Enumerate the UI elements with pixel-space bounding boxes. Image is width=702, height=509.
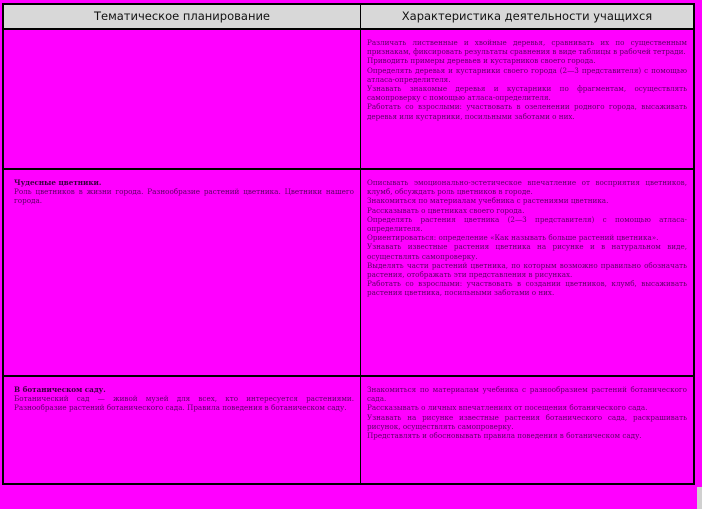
topic-cell: [14, 377, 354, 483]
activity-text: Узнавать на рисунке известные растения ботанического сада, раскрашивать рисунок, осуществлять самопроверку.: [367, 412, 687, 431]
activity-text: Знакомиться по материалам учебника с растениями цветника.: [367, 196, 609, 206]
activity-text: Определять деревья и кустарники своего города (2—3 представителя) с помощью атласа-определителя.: [367, 65, 687, 84]
activity-text: Представлять и обосновывать правила поведения в ботаническом саду.: [367, 431, 642, 441]
activity-cell: [367, 30, 687, 168]
activity-text: Работать со взрослыми: участвовать в озеленении родного города, высаживать деревья или кустарники, посильными заботами о них.: [367, 102, 687, 121]
header-thematic-planning: Тематическое планирование: [4, 5, 361, 28]
topic-title: В ботаническом саду.: [14, 385, 106, 394]
header-activity-characteristics: Характеристика деятельности учащихся: [401, 9, 653, 23]
table-row: [4, 170, 693, 377]
activity-text: Рассказывать о личных впечатлениях от посещения ботанического сада.: [367, 403, 648, 413]
activity-text: Узнавать знакомые деревья и кустарники по фрагментам, осуществлять самопроверку с помощью атласа-определителя.: [367, 84, 687, 103]
activity-text: Знакомиться по материалам учебника с разнообразием растений ботанического сада.: [367, 385, 687, 404]
topic-title: Чудесные цветники.: [14, 178, 102, 187]
topic-text: Ботанический сад — живой музей для всех, кто интересуется растениями. Разнообразие растений ботанического сада. Правила поведения в ботаническом саду.: [14, 394, 354, 413]
activity-cell: [367, 377, 687, 483]
activity-text: Ориентироваться: определение «Как называть больше растений цветника».: [367, 233, 659, 243]
activity-text: Узнавать известные растения цветника на рисунке и в натуральном виде, осуществлять самопроверку.: [367, 242, 687, 261]
activity-cell: [367, 170, 687, 375]
scrollbar[interactable]: [697, 487, 702, 509]
activity-text: Работать со взрослыми: участвовать в создании цветников, клумб, высаживать растения цветника, посильными заботами о них.: [367, 279, 687, 298]
topic-cell: [14, 30, 354, 168]
activity-text: Приводить примеры деревьев и кустарников своего города.: [367, 56, 596, 66]
activity-text: Рассказывать о цветниках своего города.: [367, 205, 525, 215]
activity-text: Различать лиственные и хвойные деревья, сравнивать их по существенным признакам, фиксировать результаты сравнения в виде таблицы в рабочей тетради.: [367, 38, 687, 57]
column-divider: [360, 30, 361, 483]
activity-text: Описывать эмоционально-эстетическое впечатление от восприятия цветников, клумб, обсуждать роль цветников в городе.: [367, 178, 687, 197]
topic-text: Роль цветников в жизни города. Разнообразие растений цветника. Цветники нашего города.: [14, 187, 354, 206]
table-header: [4, 5, 693, 30]
planning-table: [2, 3, 695, 485]
table-row: [4, 377, 693, 483]
activity-text: Определять растения цветника (2—3 представителя) с помощью атласа-определителя.: [367, 214, 687, 234]
activity-text: Выделять части растений цветника, по которым возможно правильно обозначать растения, отображать эти представления в рисунках.: [367, 260, 687, 280]
topic-cell: [14, 170, 354, 375]
table-row: [4, 30, 693, 170]
